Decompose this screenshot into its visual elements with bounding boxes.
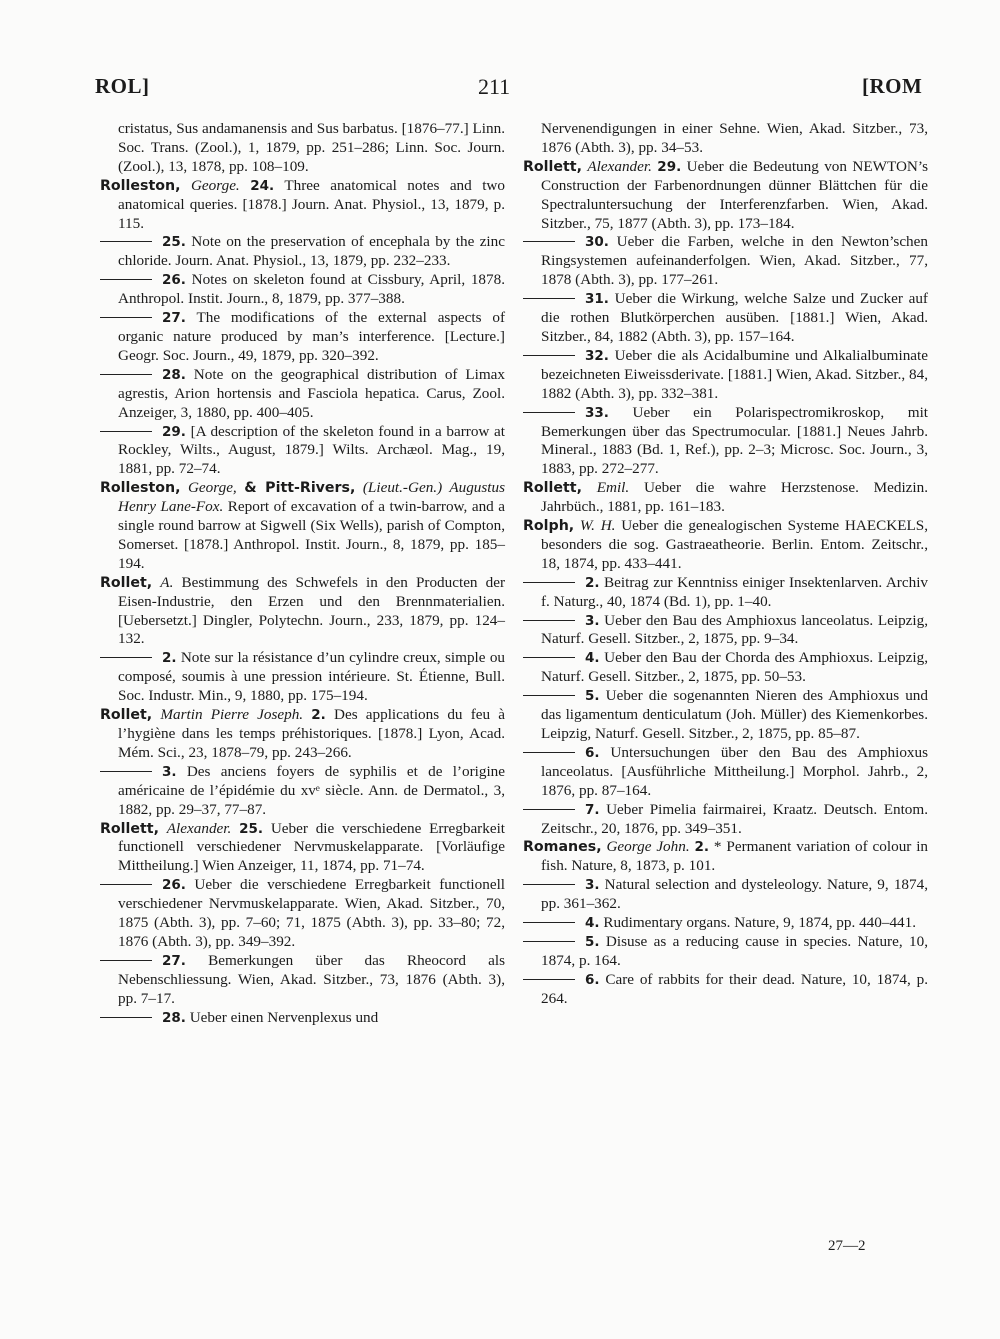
entry-number: 33.	[585, 404, 609, 421]
signature-mark: 27—2	[828, 1238, 866, 1254]
bibliography-entry	[100, 423, 505, 480]
bibliography-entry	[523, 687, 928, 744]
bibliography-entry	[523, 233, 928, 290]
entry-number: 3.	[162, 763, 177, 780]
entry-number: 4.	[585, 650, 600, 667]
entry-number: 30.	[585, 234, 609, 251]
entry-number: 2.	[162, 650, 177, 667]
entry-text: Bemerkungen über das Rheocord als Nebenschliessung. Wien, Akad. Sitzber., 73, 1876 (Abth. 3), pp. 7–17.	[118, 951, 506, 1007]
bibliography-entry	[523, 347, 928, 404]
entry-text: Ueber ein Polarispectromikroskop, mit Bemerkungen über das Spectrumocular. [1881.] Neues Jahrb. Mineral., 1883 (Bd. 1, Ref.), pp. 2–3; Microsc. Soc. Journ., 3, 1883, pp. 272–277.	[541, 403, 929, 478]
entry-text: Des applications du feu à l’hygiène dans les temps préhistoriques. [1878.] Lyon, Acad. Mém. Sci., 23, 1878–79, pp. 243–266.	[118, 706, 505, 761]
author-forename: A.	[160, 573, 174, 591]
bibliography-entry	[523, 801, 928, 839]
entry-text: Ueber den Bau der Chorda des Amphioxus. Leipzig, Naturf. Gesell. Sitzber., 2, 1875, pp. 50–53.	[541, 649, 928, 686]
entry-number: 29.	[657, 158, 682, 175]
author-forename: W. H.	[579, 517, 616, 535]
bibliography-entry	[100, 120, 505, 177]
bibliography-entry	[523, 914, 928, 933]
ditto-dash	[100, 317, 152, 318]
bibliography-entry	[100, 574, 505, 650]
bibliography-entry	[523, 744, 928, 801]
entry-text: Ueber die Wirkung, welche Salze und Zucker auf die rothen Blutkörperchen ausüben. [1881.] Wien, Akad. Sitzber., 84, 1882 (Abth. 3), pp. 157–164.	[541, 290, 928, 345]
ditto-dash	[100, 431, 152, 432]
author-forename: George John.	[606, 838, 690, 856]
bibliography-entry	[100, 233, 505, 271]
ditto-dash	[100, 374, 152, 375]
right-column	[523, 120, 928, 1009]
ditto-dash	[523, 979, 575, 980]
bibliography-entry	[100, 952, 505, 1009]
entry-text: [A description of the skeleton found in a barrow at Rockley, Wilts., August, 1879.] Wilts. Archæol. Mag., 19, 1881, pp. 72–74.	[118, 422, 506, 478]
bibliography-entry	[100, 479, 505, 574]
author-forename: George.	[190, 176, 240, 194]
entry-number: 26.	[162, 877, 186, 894]
running-header	[0, 74, 1000, 104]
entry-number: 25.	[162, 234, 186, 251]
coauthor-name: & Pitt-Rivers,	[244, 480, 356, 497]
entry-text: Ueber die als Acidalbumine und Alkalialbuminate bezeichneten Eiweissderivate. [1881.] Wien, Akad. Sitzber., 84, 1882 (Abth. 3), pp. 332–381.	[541, 346, 929, 402]
ditto-dash	[523, 941, 575, 942]
header-left-range: ROL]	[95, 74, 150, 98]
entry-text: Nervenendigungen in einer Sehne. Wien, Akad. Sitzber., 73, 1876 (Abth. 3), pp. 34–53.	[541, 120, 928, 156]
ditto-dash	[100, 1017, 152, 1018]
bibliography-entry	[523, 971, 928, 1009]
author-name: Rollet,	[100, 574, 153, 591]
bibliography-entry	[523, 404, 928, 480]
bibliography-entry	[523, 517, 928, 574]
bibliography-entry	[523, 120, 928, 158]
ditto-dash	[523, 620, 575, 621]
entry-number: 2.	[311, 707, 326, 724]
entry-text: Rudimentary organs. Nature, 9, 1874, pp. 440–441.	[603, 914, 917, 932]
entry-number: 5.	[585, 688, 600, 705]
bibliography-entry	[100, 309, 505, 366]
entry-number: 26.	[162, 272, 186, 289]
entry-number: 25.	[239, 820, 264, 837]
author-name: Romanes,	[523, 839, 602, 856]
ditto-dash	[523, 241, 575, 242]
entry-text: cristatus, Sus andamanensis and Sus barbatus. [1876–77.] Linn. Soc. Trans. (Zool.), 1, 1879, pp. 251–286; Linn. Soc. Journ. (Zool.), 13, 1878, pp. 108–109.	[118, 120, 505, 175]
author-forename: Alexander.	[587, 157, 652, 175]
ditto-dash	[100, 241, 152, 242]
entry-text: Ueber die Bedeutung von NEWTON’s Construction der Farbenordnungen dünner Blättchen für die Spectraluntersuchung der Interferenzfarben. Wien, Akad. Sitzber., 75, 1877 (Abth. 3), pp. 173–184.	[541, 157, 929, 232]
bibliography-entry	[523, 649, 928, 687]
author-name: Rollett,	[523, 480, 582, 497]
entry-number: 28.	[162, 366, 186, 383]
entry-number: 2.	[585, 574, 600, 591]
ditto-dash	[523, 657, 575, 658]
entry-text: Untersuchungen über den Bau des Amphioxus lanceolatus. [Ausführliche Mittheilung.] Morphol. Jahrb., 2, 1876, pp. 87–164.	[541, 743, 929, 799]
author-forename: Emil.	[596, 479, 630, 497]
ditto-dash	[100, 960, 152, 961]
entry-number: 27.	[162, 952, 186, 969]
entry-text: Natural selection and dysteleology. Nature, 9, 1874, pp. 361–362.	[541, 876, 929, 913]
page-number: 211	[478, 74, 511, 99]
bibliography-entry	[100, 763, 505, 820]
bibliography-entry	[523, 933, 928, 971]
ditto-dash	[100, 657, 152, 658]
author-name: Rollett,	[523, 158, 582, 175]
header-right-range: [ROM	[862, 74, 923, 98]
entry-number: 3.	[585, 612, 600, 629]
ditto-dash	[523, 412, 575, 413]
author-name: Rolleston,	[100, 480, 181, 497]
entry-text: Ueber den Bau des Amphioxus lanceolatus. Leipzig, Naturf. Gesell. Sitzber., 2, 1875, pp. 9–34.	[541, 611, 929, 648]
author-forename: Martin Pierre Joseph.	[160, 706, 304, 724]
ditto-dash	[523, 582, 575, 583]
entry-number: 27.	[162, 310, 186, 327]
entry-number: 29.	[162, 423, 186, 440]
bibliography-entry	[100, 271, 505, 309]
entry-text: Ueber die Farben, welche in den Newton’schen Ringsystemen aufeinanderfolgen. Wien, Akad. Sitzber., 77, 1878 (Abth. 3), pp. 177–261.	[541, 233, 928, 289]
ditto-dash	[523, 809, 575, 810]
ditto-dash	[523, 355, 575, 356]
entry-text: Note on the geographical distribution of Limax agrestis, Arion hortensis and Fasciola hepatica. Carus, Zool. Anzeiger, 3, 1880, pp. 400–405.	[118, 365, 506, 421]
author-name: Rolph,	[523, 518, 575, 535]
bibliography-entry	[100, 706, 505, 763]
entry-text: Ueber die sogenannten Nieren des Amphioxus und das ligamentum denticulatum (Joh. Müller) des Kiemenkorbes. Leipzig, Naturf. Gesell. Sitzber., 2, 1875, pp. 85–87.	[541, 687, 928, 742]
entry-text: Note sur la résistance d’un cylindre creux, simple ou composé, soumis à une pression intérieure. St. Étienne, Bull. Soc. Industr. Min., 9, 1880, pp. 175–194.	[118, 649, 506, 705]
bibliography-entry	[523, 876, 928, 914]
entry-number: 24.	[250, 177, 275, 194]
entry-number: 31.	[585, 291, 609, 308]
bibliography-entry	[523, 158, 928, 234]
author-name: Rollet,	[100, 707, 153, 724]
entry-number: 32.	[585, 347, 609, 364]
entry-number: 7.	[585, 801, 600, 818]
bibliography-entry	[523, 479, 928, 517]
entry-number: 4.	[585, 915, 600, 932]
entry-text: Des anciens foyers de syphilis et de l’origine américaine de l’épidémie du xvᵉ siècle. Ann. de Dermatol., 3, 1882, pp. 29–37, 77–87.	[118, 762, 505, 818]
author-forename: George,	[187, 479, 237, 497]
entry-text: Note on the preservation of encephala by the zinc chloride. Journ. Anat. Physiol., 13, 1879, pp. 232–233.	[118, 233, 505, 270]
bibliography-entry	[100, 649, 505, 706]
author-forename: Alexander.	[166, 819, 232, 837]
entry-text: Ueber Pimelia fairmairei, Kraatz. Deutsch. Entom. Zeitschr., 20, 1876, pp. 349–351.	[541, 800, 928, 837]
ditto-dash	[523, 695, 575, 696]
entry-number: 6.	[585, 971, 600, 988]
entry-text: Ueber die wahre Herzstenose. Medizin. Jahrbüch., 1881, pp. 161–183.	[541, 479, 929, 516]
ditto-dash	[100, 884, 152, 885]
bibliography-entry	[100, 876, 505, 952]
entry-text: Ueber die genealogischen Systeme HAECKELS, besonders die sog. Gastraeatheorie. Berlin. Entom. Zeitschr., 18, 1874, pp. 433–441.	[541, 517, 928, 572]
bibliography-entry	[523, 290, 928, 347]
entry-text: Disuse as a reducing cause in species. Nature, 10, 1874, p. 164.	[541, 932, 929, 969]
entry-number: 6.	[585, 744, 600, 761]
entry-text: Notes on skeleton found at Cissbury, April, 1878. Anthropol. Instit. Journ., 8, 1879, pp. 377–388.	[118, 271, 506, 308]
left-column	[100, 120, 505, 1028]
entry-number: 3.	[585, 877, 600, 894]
bibliography-entry	[100, 1009, 505, 1028]
entry-text: Care of rabbits for their dead. Nature, 10, 1874, p. 264.	[541, 970, 929, 1007]
entry-text: Ueber die verschiedene Erregbarkeit functionell verschiedener Nervmuskelapparate. [Vorläufige Mittheilung.] Wien Anzeiger, 11, 1874, pp. 71–74.	[118, 819, 506, 875]
entry-text: Ueber die verschiedene Erregbarkeit functionell verschiedener Nervmuskelapparate. Wien, Akad. Sitzber., 70, 1875 (Abth. 3), pp. 7–60; 71, 1875 (Abth. 3), pp. 33–80; 72, 1876 (Abth. 3), pp. 349–392.	[118, 876, 506, 950]
ditto-dash	[100, 279, 152, 280]
entry-text: * Permanent variation of colour in fish. Nature, 8, 1873, p. 101.	[541, 838, 929, 875]
bibliography-entry	[100, 820, 505, 877]
bibliography-entry	[100, 177, 505, 234]
entry-text: The modifications of the external aspects of organic nature produced by man’s interference. [Lecture.] Geogr. Soc. Journ., 49, 1879, pp. 320–392.	[118, 309, 505, 364]
bibliography-entry	[100, 366, 505, 423]
author-name: Rollett,	[100, 820, 159, 837]
bibliography-entry	[523, 574, 928, 612]
entry-number: 28.	[162, 1009, 186, 1026]
entry-text: Report of excavation of a twin-barrow, and a single round barrow at Sigwell (Six Wells), parish of Compton, Somerset. [1878.] Anthropol. Instit. Journ., 8, 1879, pp. 185–194.	[118, 498, 505, 572]
entry-number: 5.	[585, 933, 600, 950]
author-name: Rolleston,	[100, 177, 181, 194]
ditto-dash	[523, 752, 575, 753]
entry-text: Bestimmung des Schwefels in den Producten der Eisen-Industrie, den Erzen und den Brennmaterialien. [Uebersetzt.] Dingler, Polytechn. Journ., 233, 1879, pp. 124–132.	[118, 573, 506, 648]
ditto-dash	[523, 922, 575, 923]
ditto-dash	[523, 298, 575, 299]
bibliography-entry	[523, 838, 928, 876]
ditto-dash	[100, 771, 152, 772]
entry-text: Three anatomical notes and two anatomical queries. [1878.] Journ. Anat. Physiol., 13, 1879, p. 115.	[118, 176, 505, 232]
entry-number: 2.	[694, 839, 710, 856]
entry-text: Beitrag zur Kenntniss einiger Insektenlarven. Archiv f. Naturg., 40, 1874 (Bd. 1), pp. 1–40.	[541, 573, 929, 610]
coauthor-forename: (Lieut.-Gen.) Augustus Henry Lane-Fox.	[118, 479, 506, 516]
bibliography-entry	[523, 612, 928, 650]
entry-text: Ueber einen Nervenplexus und	[189, 1008, 379, 1026]
ditto-dash	[523, 884, 575, 885]
